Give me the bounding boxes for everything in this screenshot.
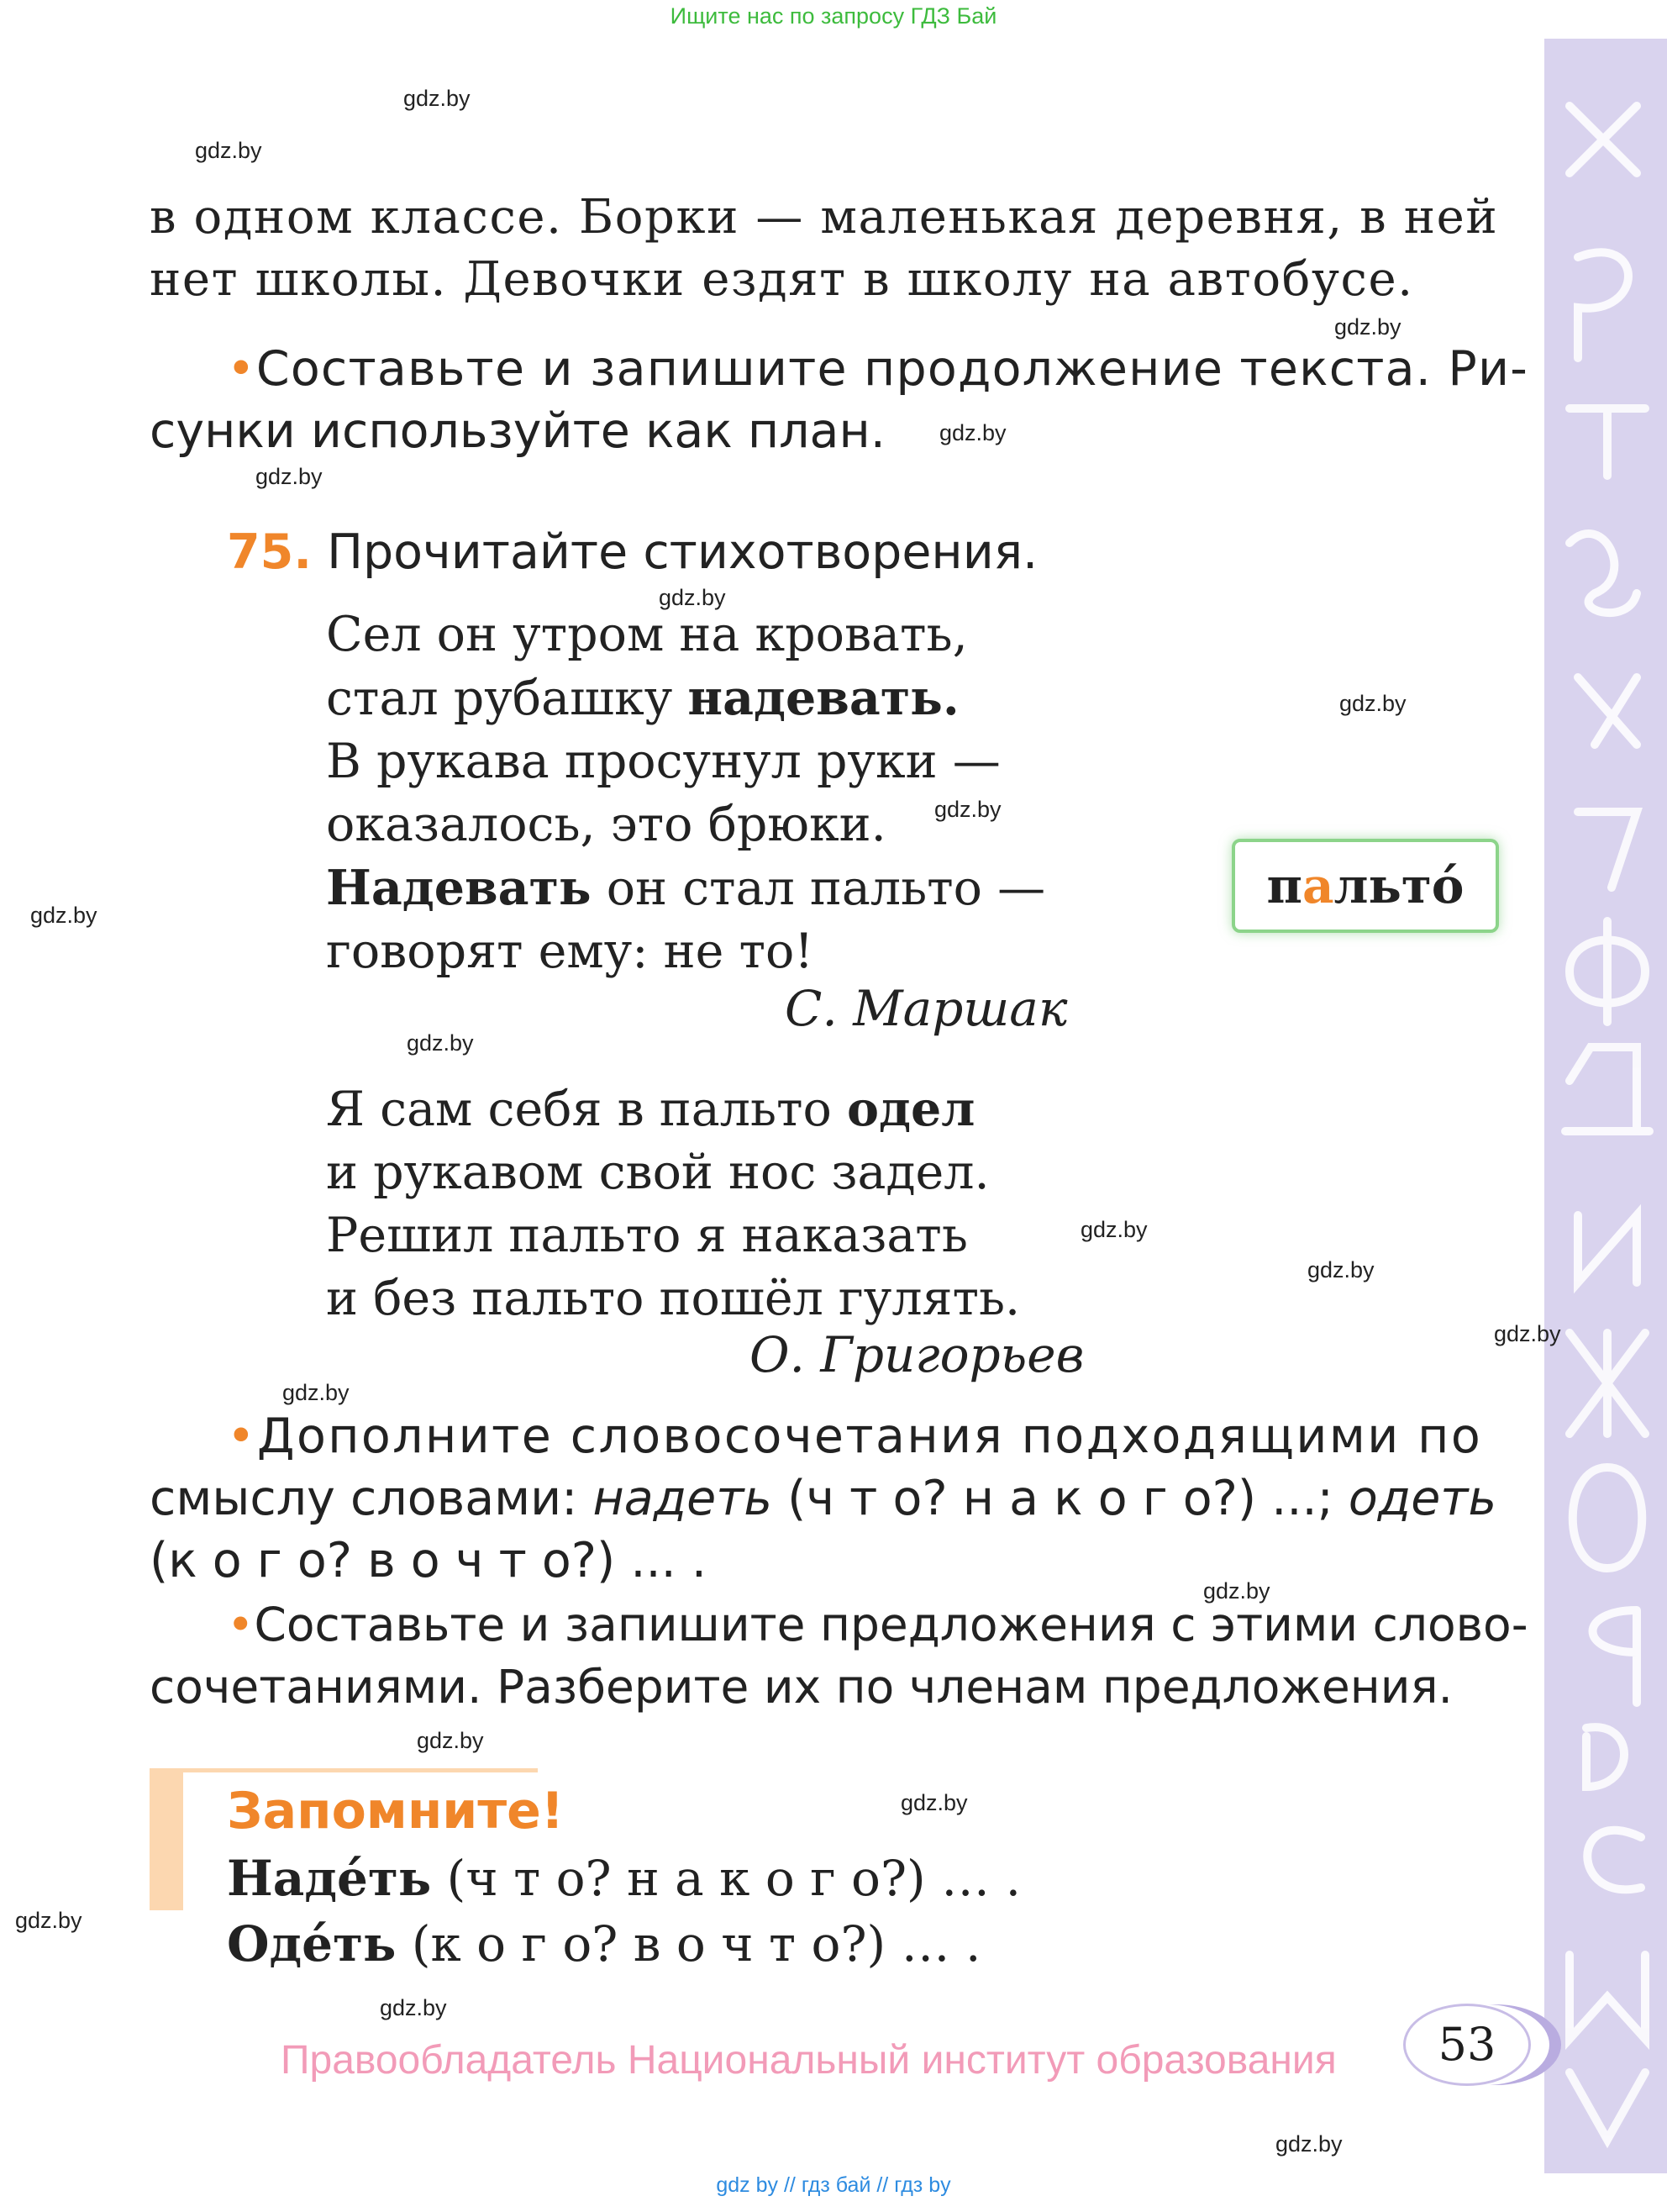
decorative-alphabet-sidebar xyxy=(1544,39,1667,2173)
copyright-notice: Правообладатель Национальный институт образования xyxy=(281,2038,1337,2083)
poem-line: В рукава просунул руки — xyxy=(326,734,1001,789)
task-text: смыслу словами: надеть (ч т о? н а к о г о?) ...; одеть xyxy=(150,1471,1497,1526)
poem-grigoriev xyxy=(326,1077,1020,1330)
task-text: Дополните словосочетания подходящими по xyxy=(257,1409,1483,1464)
task-compose xyxy=(150,338,1528,462)
footer-links[interactable]: gdz by // гдз бай // гдз by xyxy=(716,2173,951,2197)
remember-rule: Оде́ть (к о г о? в о ч т о?) … . xyxy=(227,1915,981,1972)
watermark: gdz.by xyxy=(255,464,323,489)
story-line: нет школы. Девочки ездят в школу на автобусе. xyxy=(150,252,1414,307)
task-text: Составьте и запишите предложения с этими слово- xyxy=(254,1598,1528,1651)
poem-line: оказалось, это брюки. xyxy=(326,797,886,852)
task-fill xyxy=(150,1405,1496,1592)
poem-line: Решил пальто я наказать xyxy=(326,1208,968,1263)
watermark: gdz.by xyxy=(195,138,262,163)
watermark: gdz.by xyxy=(407,1030,474,1056)
watermark: gdz.by xyxy=(1203,1578,1270,1604)
watermark: gdz.by xyxy=(1275,2131,1343,2157)
watermark: gdz.by xyxy=(403,86,471,111)
task-text: сочетаниями. Разберите их по членам предложения. xyxy=(150,1660,1454,1714)
remember-divider xyxy=(150,1768,538,1772)
watermark: gdz.by xyxy=(15,1908,82,1933)
search-hint-link[interactable]: Ищите нас по запросу ГДЗ Бай xyxy=(670,3,997,29)
exercise-heading xyxy=(227,521,1038,583)
remember-rule: Наде́ть (ч т о? н а к о г о?) … . xyxy=(227,1850,1021,1907)
poem-author: С. Маршак xyxy=(785,980,1068,1037)
exercise-instruction: Прочитайте стихотворения. xyxy=(327,524,1039,580)
bullet-icon: • xyxy=(227,1598,255,1651)
poem-author: О. Григорьев xyxy=(749,1326,1085,1383)
remember-rules xyxy=(227,1846,1021,1977)
watermark: gdz.by xyxy=(939,420,1007,445)
watermark: gdz.by xyxy=(1307,1257,1375,1282)
watermark: gdz.by xyxy=(417,1728,484,1753)
remember-title: Запомните! xyxy=(227,1782,565,1841)
bold-word: Надевать xyxy=(326,860,592,916)
watermark: gdz.by xyxy=(934,797,1002,822)
task-text: (к о г о? в о ч т о?) ... . xyxy=(150,1533,707,1588)
poem-line: Я сам себя в пальто одел xyxy=(326,1081,975,1137)
bold-word: одел xyxy=(846,1081,975,1137)
poem-line: и рукавом свой нос задел. xyxy=(326,1145,990,1200)
watermark: gdz.by xyxy=(30,903,97,928)
page-number: 53 xyxy=(1403,2004,1531,2086)
watermark: gdz.by xyxy=(1081,1217,1148,1242)
task-sentences xyxy=(150,1593,1528,1718)
watermark: gdz.by xyxy=(282,1380,350,1405)
highlighted-letter: а xyxy=(1302,857,1334,914)
bullet-icon: • xyxy=(227,1409,258,1464)
vocabulary-word-box: пальто́ xyxy=(1232,839,1499,933)
story-paragraph xyxy=(150,187,1498,311)
poem-line: Надевать он стал пальто — xyxy=(326,860,1046,916)
poem-line: говорят ему: не то! xyxy=(326,924,814,979)
bold-word: надевать. xyxy=(687,670,960,726)
poem-line: стал рубашку надевать. xyxy=(326,670,960,726)
exercise-number: 75. xyxy=(227,524,312,580)
watermark: gdz.by xyxy=(380,1995,447,2020)
watermark: gdz.by xyxy=(1339,691,1407,716)
story-line: в одном классе. Борки — маленькая деревня, в ней xyxy=(150,190,1499,245)
watermark: gdz.by xyxy=(1334,314,1401,340)
poem-line: и без пальто пошёл гулять. xyxy=(326,1271,1021,1326)
poem-line: Сел он утром на кровать, xyxy=(326,607,968,662)
poem-marshak xyxy=(326,603,1045,983)
remember-accent-bar xyxy=(150,1772,183,1910)
bullet-icon: • xyxy=(227,341,256,397)
watermark: gdz.by xyxy=(1494,1321,1561,1346)
task-text: Составьте и запишите продолжение текста. Ри- xyxy=(255,341,1529,397)
watermark: gdz.by xyxy=(659,585,726,610)
watermark: gdz.by xyxy=(901,1790,968,1815)
task-text: сунки используйте как план. xyxy=(150,403,886,459)
